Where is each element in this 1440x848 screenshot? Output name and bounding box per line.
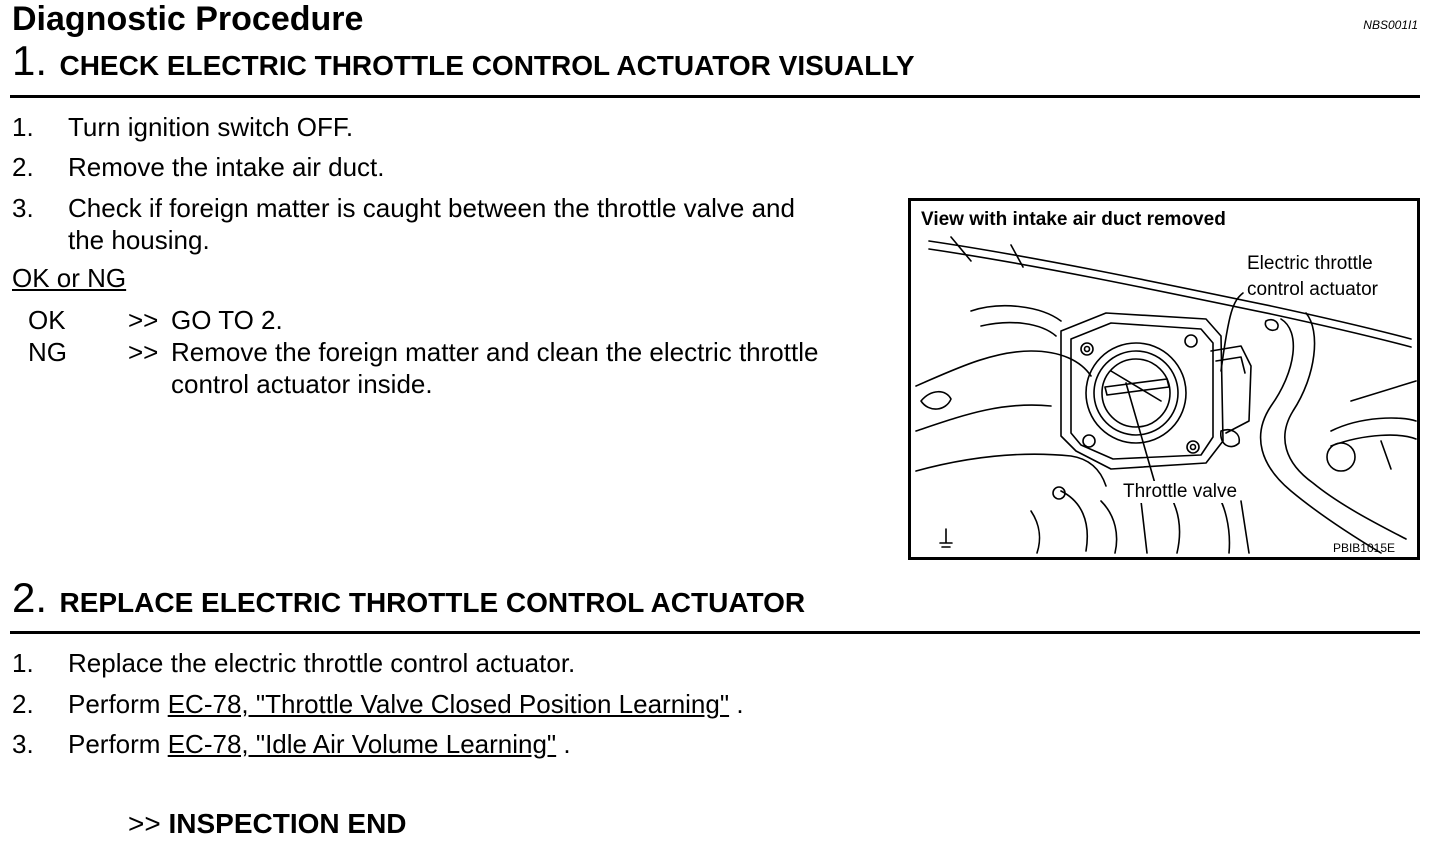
- figure-label-actuator-line1: Electric throttle: [1247, 253, 1373, 274]
- result-text: Remove the foreign matter and clean the electric throttle: [171, 337, 819, 367]
- perform-prefix: Perform: [68, 729, 161, 759]
- ok-ng-heading: OK or NG: [12, 263, 127, 293]
- list-item-text: Remove the intake air duct.: [68, 152, 385, 182]
- perform-suffix: .: [563, 729, 571, 759]
- figure-throttle-actuator: [908, 198, 1420, 560]
- step1-number: 1.: [12, 37, 48, 84]
- list-item-text: Check if foreign matter is caught between the throttle valve and: [68, 193, 795, 223]
- list-item-text: Replace the electric throttle control actuator.: [68, 648, 576, 678]
- perform-suffix: .: [736, 689, 744, 719]
- step1-title: CHECK ELECTRIC THROTTLE CONTROL ACTUATOR VISUALLY: [59, 50, 915, 81]
- result-code: NG: [28, 337, 67, 367]
- list-item: [12, 151, 892, 183]
- list-item: [12, 688, 1012, 720]
- figure-label-throttle-valve: Throttle valve: [1123, 481, 1238, 502]
- list-item: [12, 192, 892, 256]
- list-item-number: 2.: [12, 152, 34, 182]
- list-item: [12, 728, 1012, 760]
- figure-code: PBIB1015E: [1332, 541, 1395, 555]
- document-id: NBS001I1: [1363, 18, 1418, 32]
- list-item-number: 1.: [12, 648, 34, 678]
- result-ok: [28, 304, 898, 336]
- list-item-number: 1.: [12, 112, 34, 142]
- result-ng: [28, 336, 898, 400]
- link-throttle-valve-closed-position-learning[interactable]: EC-78, "Throttle Valve Closed Position Learning": [167, 689, 730, 719]
- result-text: GO TO 2.: [171, 305, 283, 335]
- list-item-text: Turn ignition switch OFF.: [68, 112, 354, 142]
- step2-title: REPLACE ELECTRIC THROTTLE CONTROL ACTUATOR: [59, 587, 806, 618]
- step1-rule: [10, 95, 1420, 98]
- link-idle-air-volume-learning[interactable]: EC-78, "Idle Air Volume Learning": [167, 729, 557, 759]
- figure-label-actuator-line2: control actuator: [1247, 279, 1378, 300]
- figure-caption: View with intake air duct removed: [921, 209, 1226, 230]
- inspection-end: [128, 808, 407, 840]
- perform-prefix: Perform: [68, 689, 161, 719]
- list-item: [12, 111, 892, 143]
- list-item-number: 3.: [12, 729, 34, 759]
- step2-heading: [12, 574, 806, 621]
- page-title: Diagnostic Procedure: [12, 0, 364, 38]
- step2-number: 2.: [12, 574, 48, 621]
- list-item-number: 3.: [12, 193, 34, 223]
- list-item-text-continued: the housing.: [68, 225, 210, 255]
- step2-rule: [10, 631, 1420, 634]
- list-item-text: [68, 728, 571, 760]
- result-arrow: >>: [128, 337, 159, 367]
- list-item: [12, 647, 1012, 679]
- list-item-text: [68, 688, 744, 720]
- list-item-number: 2.: [12, 689, 34, 719]
- end-text: INSPECTION END: [168, 808, 407, 839]
- end-arrow: >>: [128, 808, 161, 839]
- result-arrow: >>: [128, 305, 159, 335]
- result-text-continued: control actuator inside.: [171, 369, 433, 399]
- step1-heading: [12, 37, 915, 84]
- result-code: OK: [28, 305, 66, 335]
